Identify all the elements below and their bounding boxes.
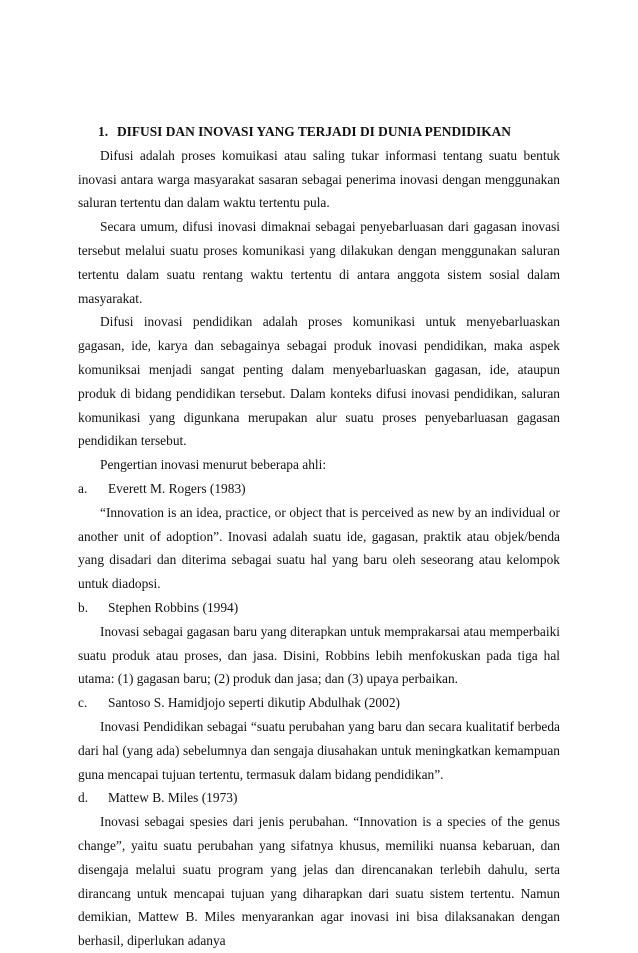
expert-name: Mattew B. Miles (1973) xyxy=(108,790,238,806)
section-title: DIFUSI DAN INOVASI YANG TERJADI DI DUNIA PENDIDIKAN xyxy=(117,124,511,139)
section-number: 1. xyxy=(98,124,109,139)
expert-letter: a. xyxy=(78,480,88,496)
expert-letter: c. xyxy=(78,695,88,711)
expert-letter: d. xyxy=(78,790,89,806)
expert-text-d: Inovasi sebagai spesies dari jenis perubahan. “Innovation is a species of the genus change”, yaitu suatu perubahan yang sifatnya khusus, memiliki nuansa kebaruan, dan disengaja melalui suatu program yang jelas dan direncanakan terlebih dahulu, serta dirancang untuk mencapai tujuan yang diharapkan dari suatu sistem tertentu. Namun demikian, Mattew B. Miles menyarankan agar inovasi ini bisa dilaksanakan dengan berhasil, diperlukan adanya xyxy=(78,814,560,949)
expert-text-a: “Innovation is an idea, practice, or object that is perceived as new by an individual or another unit of adoption”. Inovasi adalah suatu ide, gagasan, praktik atau objek/benda yang disadari dan diterima sebagai suatu hal yang baru oleh seseorang atau kelompok untuk diadopsi. xyxy=(78,504,560,592)
expert-heading-d xyxy=(78,786,560,810)
expert-name: Santoso S. Hamidjojo seperti dikutip Abdulhak (2002) xyxy=(108,695,400,711)
expert-heading-b xyxy=(78,596,560,620)
expert-name: Everett M. Rogers (1983) xyxy=(108,480,246,496)
paragraph-difusi-inovasi-umum: Secara umum, difusi inovasi dimaknai sebagai penyebarluasan dari gagasan inovasi tersebut melalui suatu proses komunikasi yang dilakukan dengan menggunakan saluran tertentu dalam suatu rentang waktu tertentu di antara anggota sistem sosial dalam masyarakat. xyxy=(78,219,560,306)
expert-heading-c xyxy=(78,691,560,715)
paragraph-difusi-definition: Difusi adalah proses komuikasi atau saling tukar informasi tentang suatu bentuk inovasi antara warga masyarakat sasaran sebagai penerima inovasi dengan menggunakan saluran tertentu dan dalam waktu tertentu pula. xyxy=(78,147,560,211)
expert-text-b: Inovasi sebagai gagasan baru yang diterapkan untuk memprakarsai atau memperbaiki suatu produk atau proses, dan jasa. Disini, Robbins lebih menfokuskan pada tiga hal utama: (1) gagasan baru; (2) produk dan jasa; dan (3) upaya perbaikan. xyxy=(78,623,560,687)
expert-text-c: Inovasi Pendidikan sebagai “suatu perubahan yang baru dan secara kualitatif berbeda dari hal (yang ada) sebelumnya dan sengaja diusahakan untuk meningkatkan kemampuan guna mencapai tujuan tertentu, termasuk dalam bidang pendidikan”. xyxy=(78,718,560,782)
expert-letter: b. xyxy=(78,599,89,615)
paragraph-difusi-inovasi-pendidikan: Difusi inovasi pendidikan adalah proses komunikasi untuk menyebarluaskan gagasan, ide, karya dan sebagainya sebagai produk inovasi pendidikan, maka aspek komuniksai menjadi sangat penting dalam menyebarluaskan gagasan, ide, ataupun produk di bidang pendidikan tersebut. Dalam konteks difusi inovasi pendidikan, saluran komunikasi yang digunkana merupakan alur suatu proses penyebarluasan gagasan pendidikan tersebut. xyxy=(78,314,560,449)
expert-heading-a xyxy=(78,477,560,501)
section-heading xyxy=(78,120,560,144)
expert-name: Stephen Robbins (1994) xyxy=(108,599,239,615)
document-page xyxy=(78,120,560,953)
paragraph-pengertian-intro: Pengertian inovasi menurut beberapa ahli: xyxy=(100,457,327,473)
